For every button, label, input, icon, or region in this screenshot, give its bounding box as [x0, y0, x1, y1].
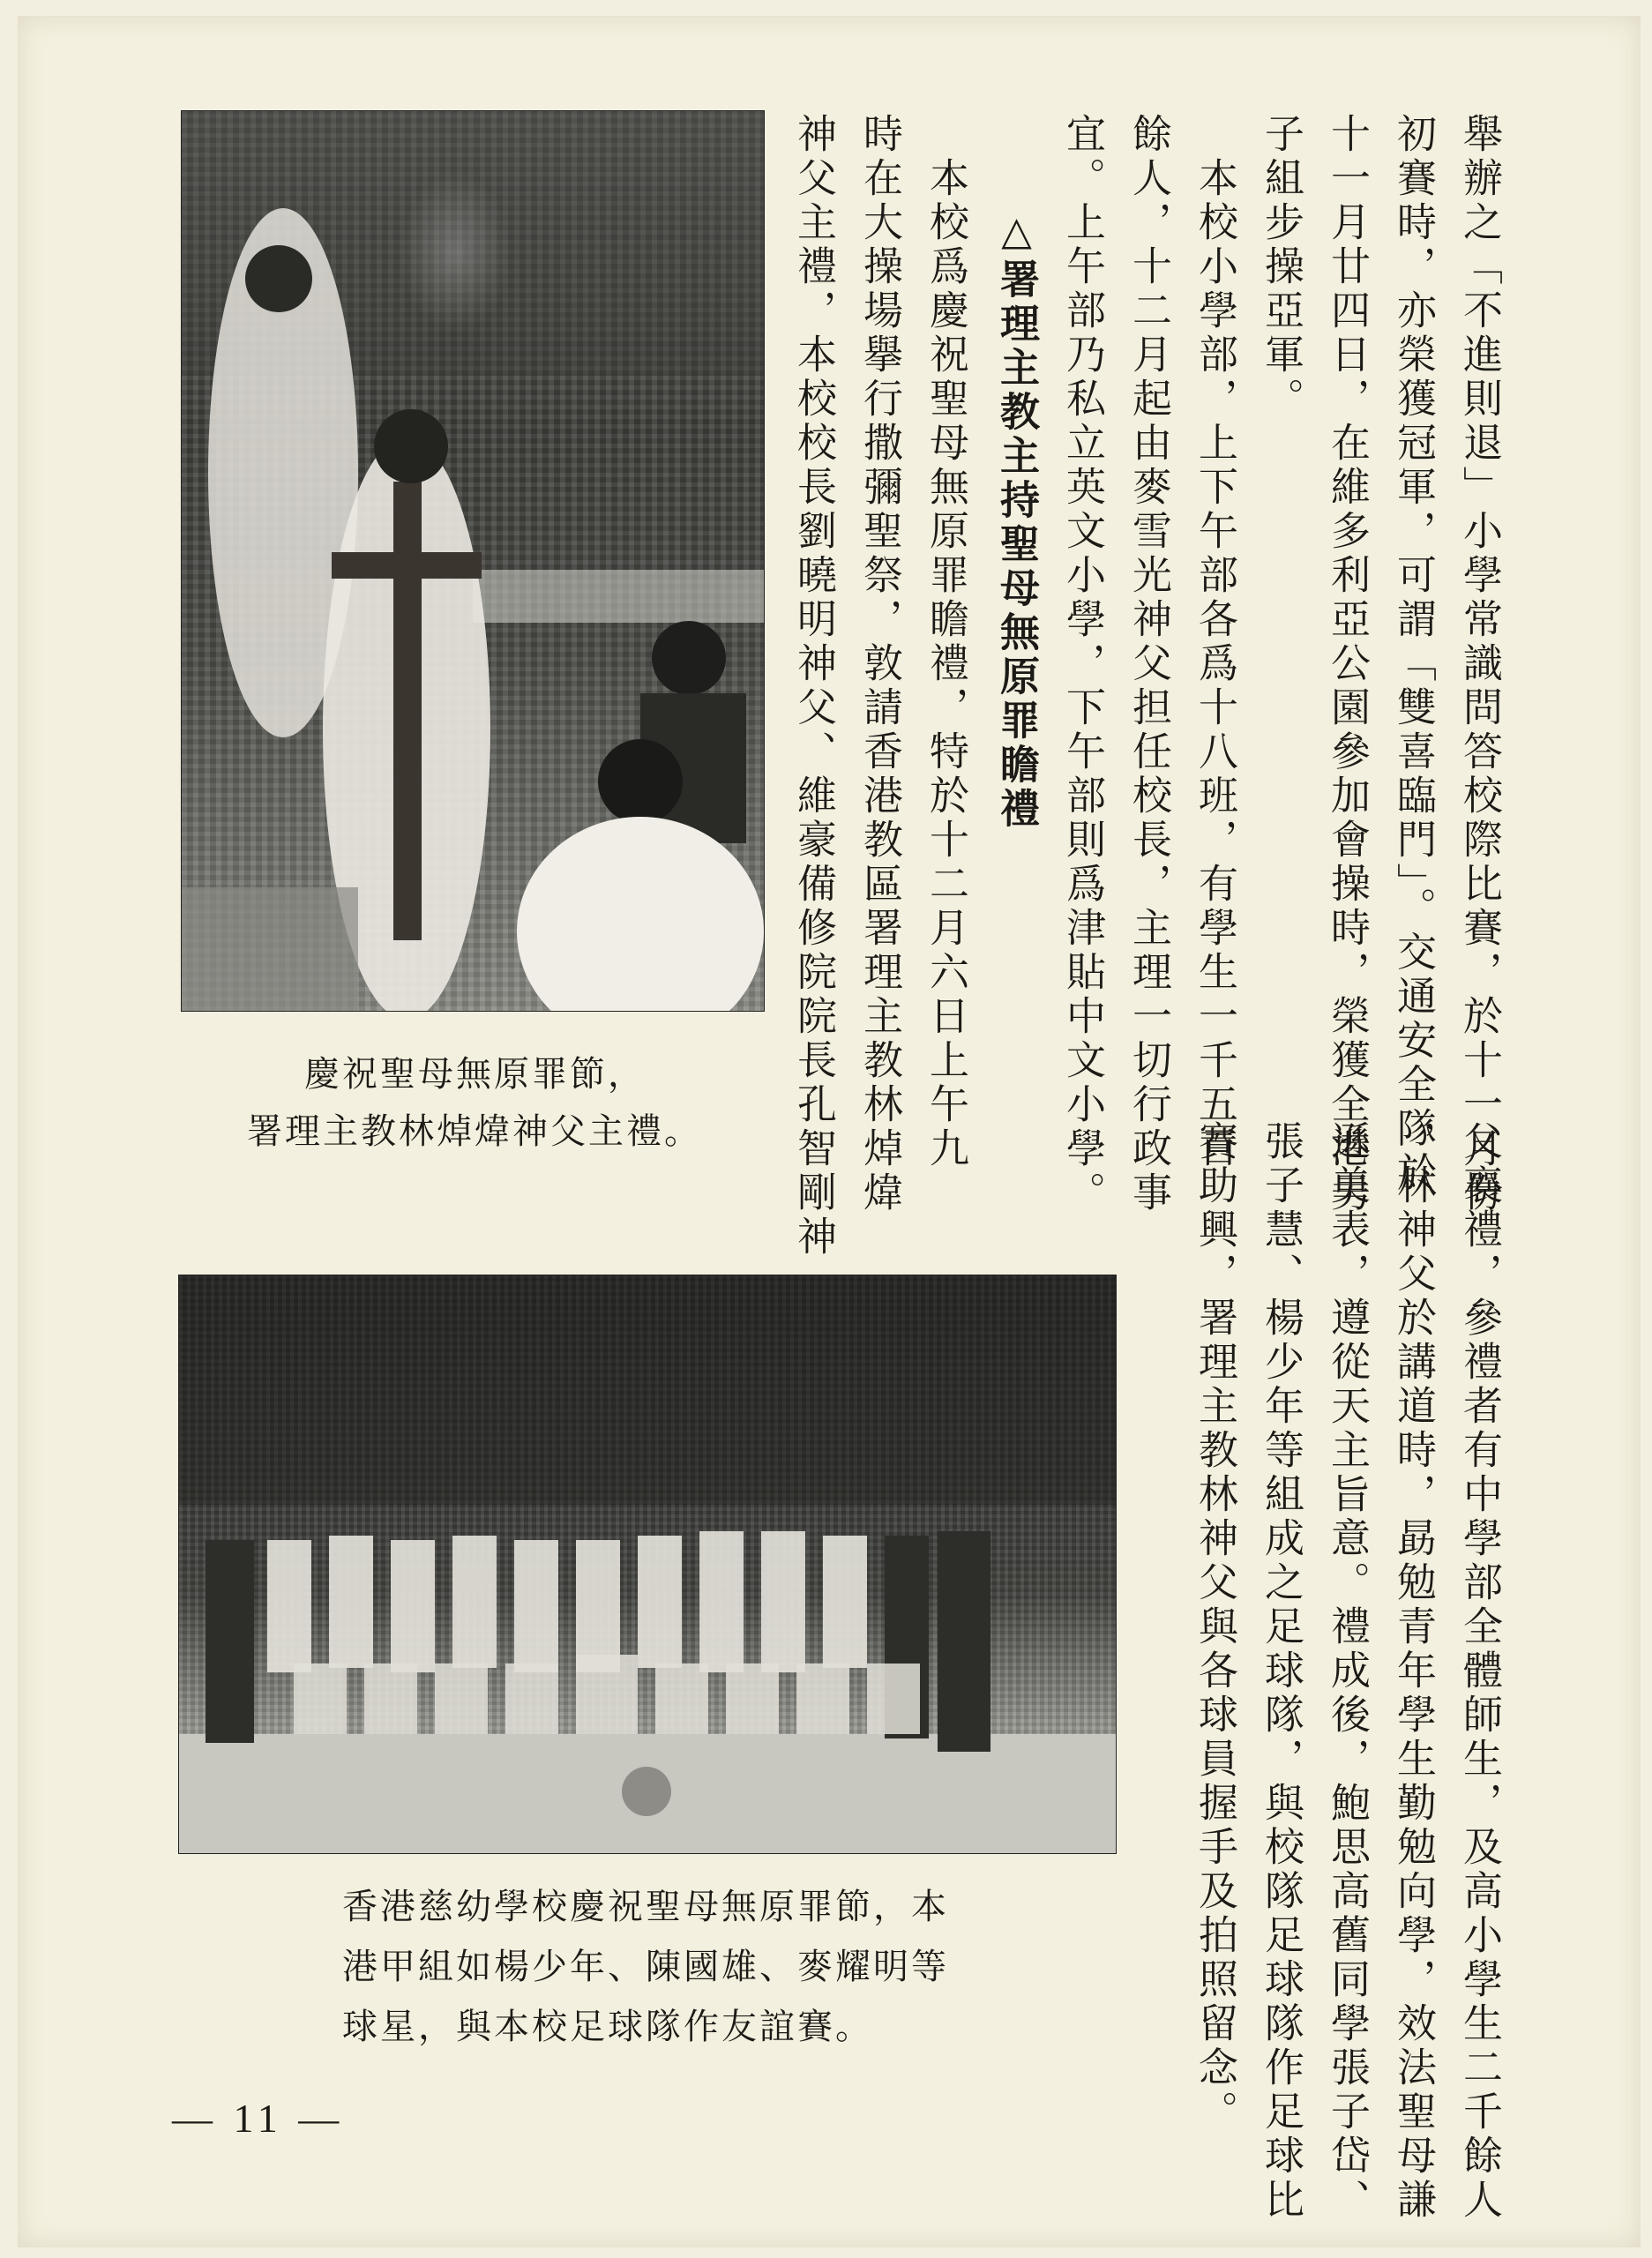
- text-column-11: 父襄禮，參禮者有中學部全體師生，及高小學生二千餘人: [1456, 1120, 1503, 2223]
- photo-mass-caption: [304, 1048, 646, 1101]
- photo-football-caption-line3: 球星，與本校足球隊作友誼賽。: [342, 2007, 873, 2047]
- text-column-9: 時在大操場擧行撒彌聖祭，敦請香港教區署理主教林焯煒: [856, 113, 903, 1215]
- text-column-14: 張子慧、楊少年等組成之足球隊，與校隊足球隊作足球比: [1258, 1120, 1304, 2223]
- photo-football-team: [178, 1275, 1117, 1854]
- text-column-5: 本校小學部，上下午部各爲十八班，有學生一千五百: [1192, 113, 1238, 1171]
- text-column-15: 賽助興，署理主教林神父與各球員握手及拍照留念。: [1192, 1120, 1238, 2135]
- text-column-4: 子組步操亞軍。: [1258, 113, 1304, 422]
- photo-football-caption: [342, 1877, 949, 2057]
- text-column-6: 餘人，十二月起由麥雪光神父担任校長，主理一切行政事: [1125, 113, 1172, 1215]
- text-column-1: 舉辦之「不進則退」小學常識問答校際比賽，於十一月份: [1456, 113, 1503, 1215]
- text-column-7: 宜。上午部乃私立英文小學，下午部則爲津貼中文小學。: [1059, 113, 1106, 1215]
- photo-mass-ceremony-drawing: [182, 111, 764, 1011]
- photo-football-team-drawing: [179, 1275, 1116, 1853]
- photo-football-caption-line1: 香港慈幼學校慶祝聖母無原罪節，本: [342, 1887, 949, 1927]
- page-number: — 11 —: [172, 2096, 345, 2141]
- photo-mass-caption-line1: 慶祝聖母無原罪節，: [304, 1054, 646, 1095]
- photo-football-caption-line2: 港甲組如楊少年、陳國雄、麥耀明等: [342, 1947, 949, 1987]
- text-column-3: 十一月廿四日，在維多利亞公園參加會操時，榮獲全港男: [1324, 113, 1371, 1215]
- text-column-8: 本校爲慶祝聖母無原罪瞻禮，特於十二月六日上午九: [923, 113, 969, 1171]
- photo-mass-caption-2: [247, 1105, 702, 1158]
- text-column-12: ，林神父於講道時，勗勉青年學生勤勉向學，效法聖母謙: [1390, 1120, 1437, 2223]
- text-column-13: 遜美表，遵從天主旨意。禮成後，鮑思高舊同學張子岱、: [1324, 1120, 1371, 2223]
- photo-mass-ceremony: [181, 110, 765, 1012]
- photo-mass-caption-line2: 署理主教林焯煒神父主禮。: [247, 1111, 702, 1152]
- text-column-10: 神父主禮，本校校長劉曉明神父、維豪備修院院長孔智剛神: [790, 113, 837, 1260]
- text-column-2: 初賽時，亦榮獲冠軍，可謂「雙喜臨門」。交通安全隊於: [1390, 113, 1437, 1196]
- section-heading: △署理主教主持聖母無原罪瞻禮: [993, 207, 1040, 832]
